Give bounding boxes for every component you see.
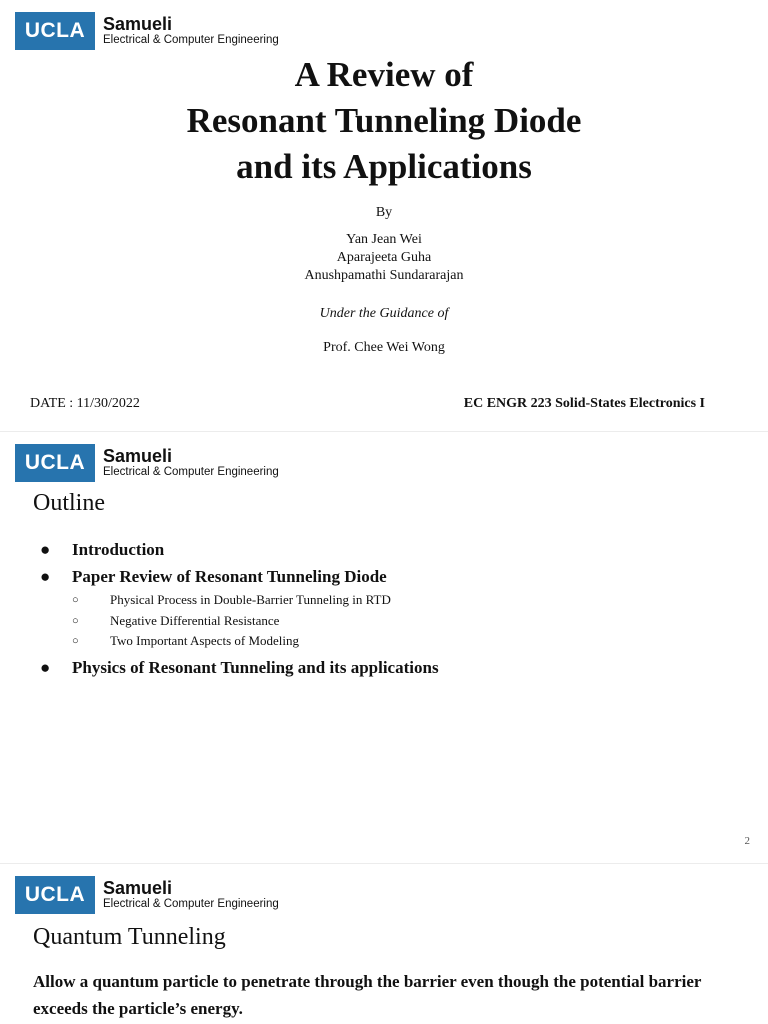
list-item (40, 565, 740, 652)
outline-list (40, 538, 740, 683)
list-item (40, 656, 740, 679)
outline-slide (0, 432, 768, 864)
guidance-label: Under the Guidance of (319, 306, 449, 321)
ucla-samueli-logo (15, 444, 279, 482)
logo-department: Electrical & Computer Engineering (103, 466, 279, 479)
logo-name: Samueli (103, 14, 173, 35)
sub-list-item (72, 611, 740, 632)
slide-body-text: Allow a quantum particle to penetrate through the barrier even though the potential barrier exceeds the particle’s energy. (33, 972, 702, 1018)
author-name: Anushpamathi Sundararajan (304, 268, 464, 283)
bullet-icon: ● (40, 540, 51, 559)
slide-heading: Quantum Tunneling (33, 924, 226, 950)
by-label: By (375, 205, 393, 220)
presentation-title (0, 52, 768, 190)
ucla-samueli-logo (15, 876, 279, 914)
sub-item-label: Negative Differential Resistance (110, 612, 280, 628)
title-line: A Review of (294, 55, 474, 94)
course-name: EC ENGR 223 Solid-States Electronics I (463, 396, 705, 411)
title-line: and its Applications (236, 147, 532, 186)
hollow-bullet-icon: ○ (72, 635, 79, 647)
list-item-label: Paper Review of Resonant Tunneling Diode (72, 567, 387, 586)
logo-department: Electrical & Computer Engineering (103, 34, 279, 47)
title-slide (0, 0, 768, 432)
hollow-bullet-icon: ○ (72, 614, 79, 627)
list-item-label: Physics of Resonant Tunneling and its applications (72, 657, 439, 677)
bullet-icon: ● (40, 657, 51, 677)
author-list (0, 231, 768, 285)
logo-name: Samueli (103, 878, 173, 899)
bullet-icon: ● (40, 567, 51, 586)
ucla-samueli-logo (15, 12, 279, 50)
logo-department: Electrical & Computer Engineering (103, 898, 279, 911)
ucla-logo-mark: UCLA (15, 876, 95, 914)
presentation-date: DATE : 11/30/2022 (30, 396, 140, 411)
ucla-logo-mark: UCLA (15, 444, 95, 482)
list-item (40, 538, 740, 561)
quantum-tunneling-slide (0, 864, 768, 1024)
slide-heading: Outline (33, 490, 105, 516)
hollow-bullet-icon: ○ (72, 594, 79, 606)
sub-list-item (72, 631, 740, 652)
list-item-label: Introduction (72, 540, 165, 559)
author-name: Yan Jean Wei (346, 232, 422, 247)
sub-list (72, 590, 740, 652)
logo-name: Samueli (103, 446, 173, 467)
title-line: Resonant Tunneling Diode (186, 101, 582, 140)
author-name: Aparajeeta Guha (336, 250, 432, 265)
sub-item-label: Two Important Aspects of Modeling (110, 633, 300, 648)
professor-name: Prof. Chee Wei Wong (323, 340, 445, 355)
ucla-logo-mark: UCLA (15, 12, 95, 50)
sub-list-item (72, 590, 740, 611)
sub-item-label: Physical Process in Double-Barrier Tunneling in RTD (110, 592, 391, 607)
page-number: 2 (744, 835, 750, 847)
